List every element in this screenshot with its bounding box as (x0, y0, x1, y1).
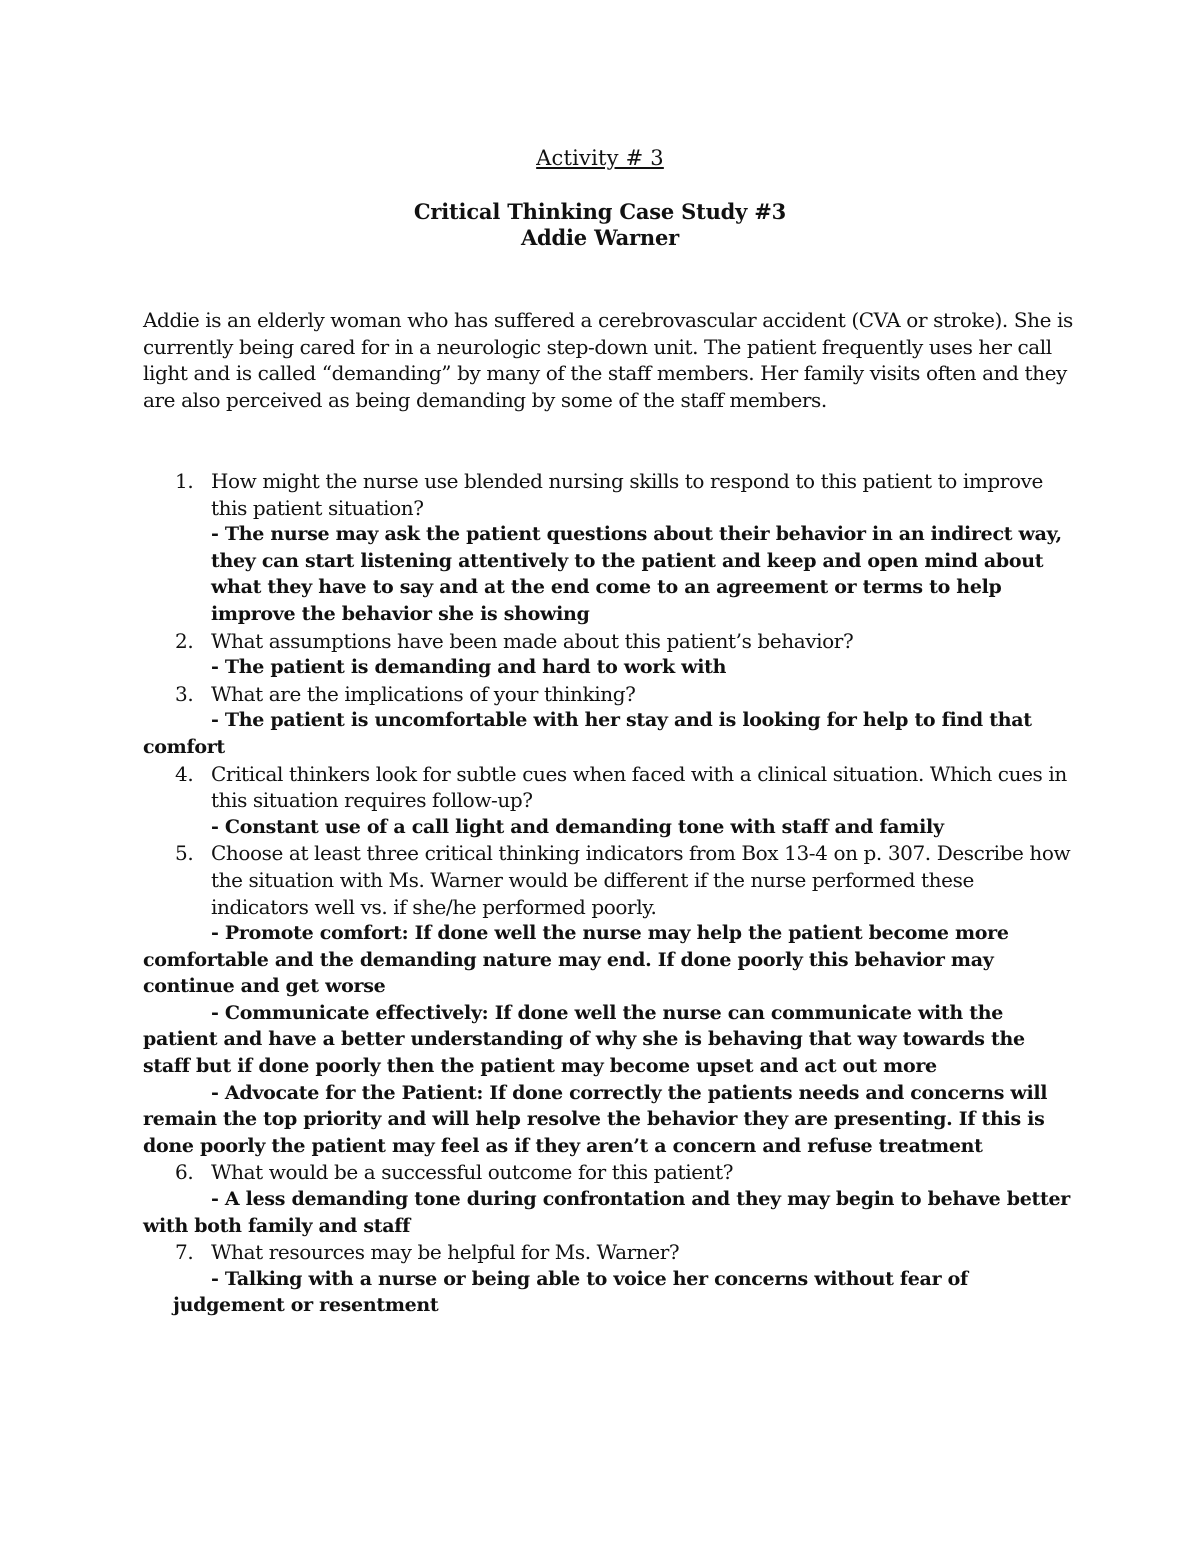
question-text: Choose at least three critical thinking indicators from Box 13-4 on p. 307. Describe how the situation with Ms. Warner would be different if the nurse performed these indicators well vs. if she/he performed poorly. (211, 841, 1071, 919)
question-number: 3. (175, 681, 194, 706)
question-text: What assumptions have been made about this patient’s behavior? (211, 628, 854, 653)
patient-name: Addie Warner (520, 225, 680, 250)
question-number: 7. (175, 1240, 194, 1265)
answer-text: - The patient is uncomfortable with her stay and is looking for help to find that comfort (143, 709, 1032, 758)
question-text: What resources may be helpful for Ms. Warner? (211, 1240, 680, 1265)
question-list (143, 468, 1073, 1319)
question-number: 4. (175, 761, 194, 786)
question-text: What would be a successful outcome for this patient? (211, 1160, 734, 1185)
question-item-7 (143, 1239, 1073, 1266)
question-text: How might the nurse use blended nursing skills to respond to this patient to improve this patient situation? (211, 469, 1043, 520)
answer-text: - Promote comfort: If done well the nurse may help the patient become more comfortable and the demanding nature may end. If done poorly this behavior may continue and get worse (143, 922, 1009, 998)
question-number: 2. (175, 628, 194, 653)
answer-text: - The nurse may ask the patient questions about their behavior in an indirect way, they can start listening attentively to the patient and keep and open mind about what they have to say and at the end come to an agreement or terms to help improve the behavior she is showing (211, 523, 1062, 625)
answer-text: - A less demanding tone during confrontation and they may begin to behave better with both family and staff (143, 1188, 1070, 1237)
question-item-1 (143, 468, 1073, 521)
question-number: 5. (175, 841, 194, 866)
question-item-3 (143, 681, 1073, 708)
answer-text: - Talking with a nurse or being able to voice her concerns without fear of judgement or resentment (173, 1267, 968, 1317)
question-number: 1. (175, 469, 194, 493)
question-item-2 (143, 628, 1073, 655)
page-title: Activity # 3 (536, 146, 664, 170)
answer-text: - Communicate effectively: If done well the nurse can communicate with the patient and have a better understanding of why she is behaving that way towards the staff but if done poorly then the patient may become upset and act out more (143, 1001, 1025, 1078)
question-text: What are the implications of your thinking? (211, 681, 636, 706)
question-number: 6. (175, 1160, 194, 1185)
case-study-title: Critical Thinking Case Study #3 (413, 199, 787, 224)
answer-text: - Advocate for the Patient: If done correctly the patients needs and concerns will remain the top priority and will help resolve the behavior they are presenting. If this is done poorly the patient may feel as if they aren’t a concern and refuse treatment (143, 1081, 1048, 1157)
answer-text: - Constant use of a call light and demanding tone with staff and family (211, 815, 944, 838)
question-text: Critical thinkers look for subtle cues when faced with a clinical situation. Which cues in this situation requires follow-up? (211, 761, 1067, 813)
question-item-5 (143, 840, 1073, 920)
question-item-6 (143, 1159, 1073, 1186)
intro-paragraph: Addie is an elderly woman who has suffered a cerebrovascular accident (CVA or stroke). She is currently being cared for in a neurologic step-down unit. The patient frequently uses her call light and is called “demanding” by many of the staff members. Her family visits often and they are also perceived as being demanding by some of the staff members. (143, 308, 1073, 412)
answer-text: - The patient is demanding and hard to work with (211, 656, 727, 679)
question-item-4 (143, 761, 1073, 814)
